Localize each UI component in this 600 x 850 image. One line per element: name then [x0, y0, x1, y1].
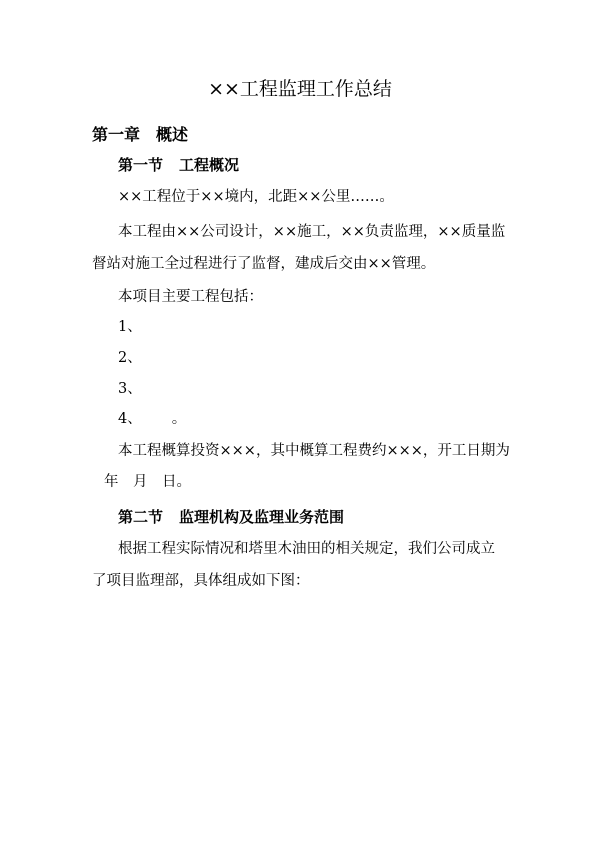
- section1-number: 第一节: [118, 156, 164, 174]
- list-item-marker: 2、: [118, 350, 142, 366]
- list-item: [118, 412, 186, 427]
- list-item-marker: 1、: [118, 319, 142, 335]
- section1-paragraph-1: ××工程位于××境内，北距××公里……。: [118, 189, 394, 205]
- list-item: [118, 351, 142, 366]
- section2-number: 第二节: [118, 508, 164, 526]
- section1-title: 工程概况: [179, 156, 240, 174]
- section2-paragraph-1-line-1: 根据工程实际情况和塔里木油田的相关规定，我们公司成立: [118, 541, 495, 557]
- section1-heading: [118, 158, 239, 173]
- section2-paragraph-1-line-2: 了项目监理部，具体组成如下图：: [92, 573, 310, 589]
- section1-paragraph-4-line-2: 年 月 日。: [104, 474, 191, 490]
- section2-title: 监理机构及监理业务范围: [179, 508, 345, 526]
- section1-paragraph-3: 本项目主要工程包括：: [118, 289, 263, 305]
- list-item-text: 。: [171, 411, 187, 427]
- section1-paragraph-2-line-2: 督站对施工全过程进行了监督，建成后交由××管理。: [92, 256, 436, 272]
- chapter-heading: [92, 127, 188, 143]
- section2-heading: [118, 510, 344, 525]
- chapter-number: 第一章: [92, 125, 141, 144]
- document-title: ××工程监理工作总结: [208, 78, 392, 100]
- section1-paragraph-2-line-1: 本工程由××公司设计，××施工，××负责监理，××质量监: [118, 224, 506, 240]
- list-item-marker: 4、: [118, 411, 142, 427]
- list-item: [118, 382, 142, 397]
- list-item: [118, 320, 142, 335]
- chapter-title: 概述: [156, 125, 189, 144]
- section1-paragraph-4-line-1: 本工程概算投资×××，其中概算工程费约×××，开工日期为: [118, 443, 510, 459]
- list-item-marker: 3、: [118, 381, 142, 397]
